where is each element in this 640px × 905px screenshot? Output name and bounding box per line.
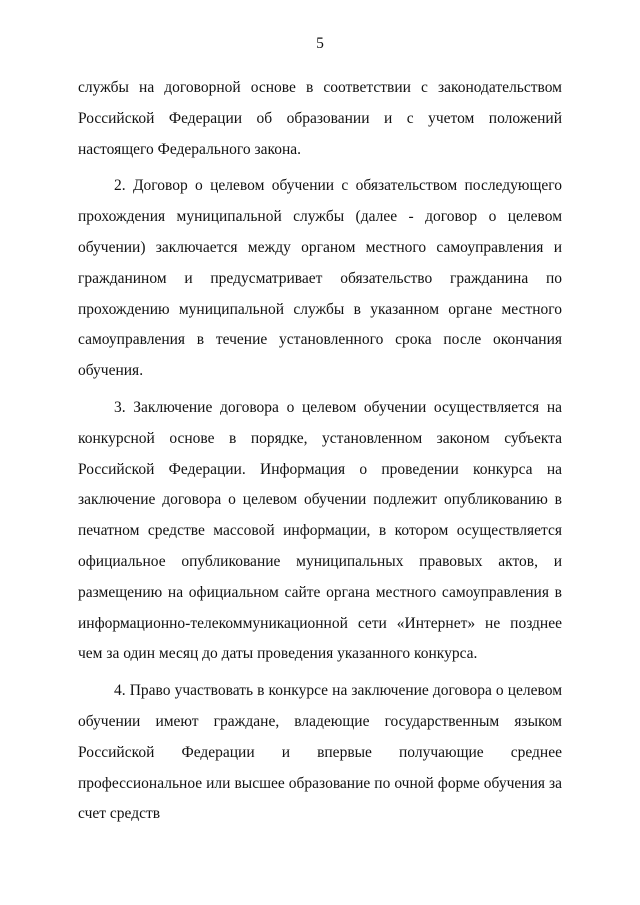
document-body <box>78 73 562 830</box>
paragraph-4: 4. Право участвовать в конкурсе на заключение договора о целевом обучении имеют граждане, владеющие государственным языком Российской Федерации и впервые получающие среднее профессиональное или высшее образование по очной форме обучения за счет средств <box>78 682 562 823</box>
paragraph-continuation: службы на договорной основе в соответствии с законодательством Российской Федерации об образовании и с учетом положений настоящего Федерального закона. <box>78 79 562 158</box>
paragraph-3: 3. Заключение договора о целевом обучении осуществляется на конкурсной основе в порядке, установленном законом субъекта Российской Федерации. Информация о проведении конкурса на заключение договора о целевом обучении подлежит опубликованию в печатном средстве массовой информации, в котором осуществляется официальное опубликование муниципальных правовых актов, и размещению на официальном сайте органа местного самоуправления в информационно-телекоммуникационной сети «Интернет» не позднее чем за один месяц до даты проведения указанного конкурса. <box>78 398 562 663</box>
paragraph-2: 2. Договор о целевом обучении с обязательством последующего прохождения муниципальной службы (далее - договор о целевом обучении) заключается между органом местного самоуправления и гражданином и предусматривает обязательство гражданина по прохождению муниципальной службы в указанном органе местного самоуправления в течение установленного срока после окончания обучения. <box>78 177 562 380</box>
page-number: 5 <box>316 35 324 52</box>
